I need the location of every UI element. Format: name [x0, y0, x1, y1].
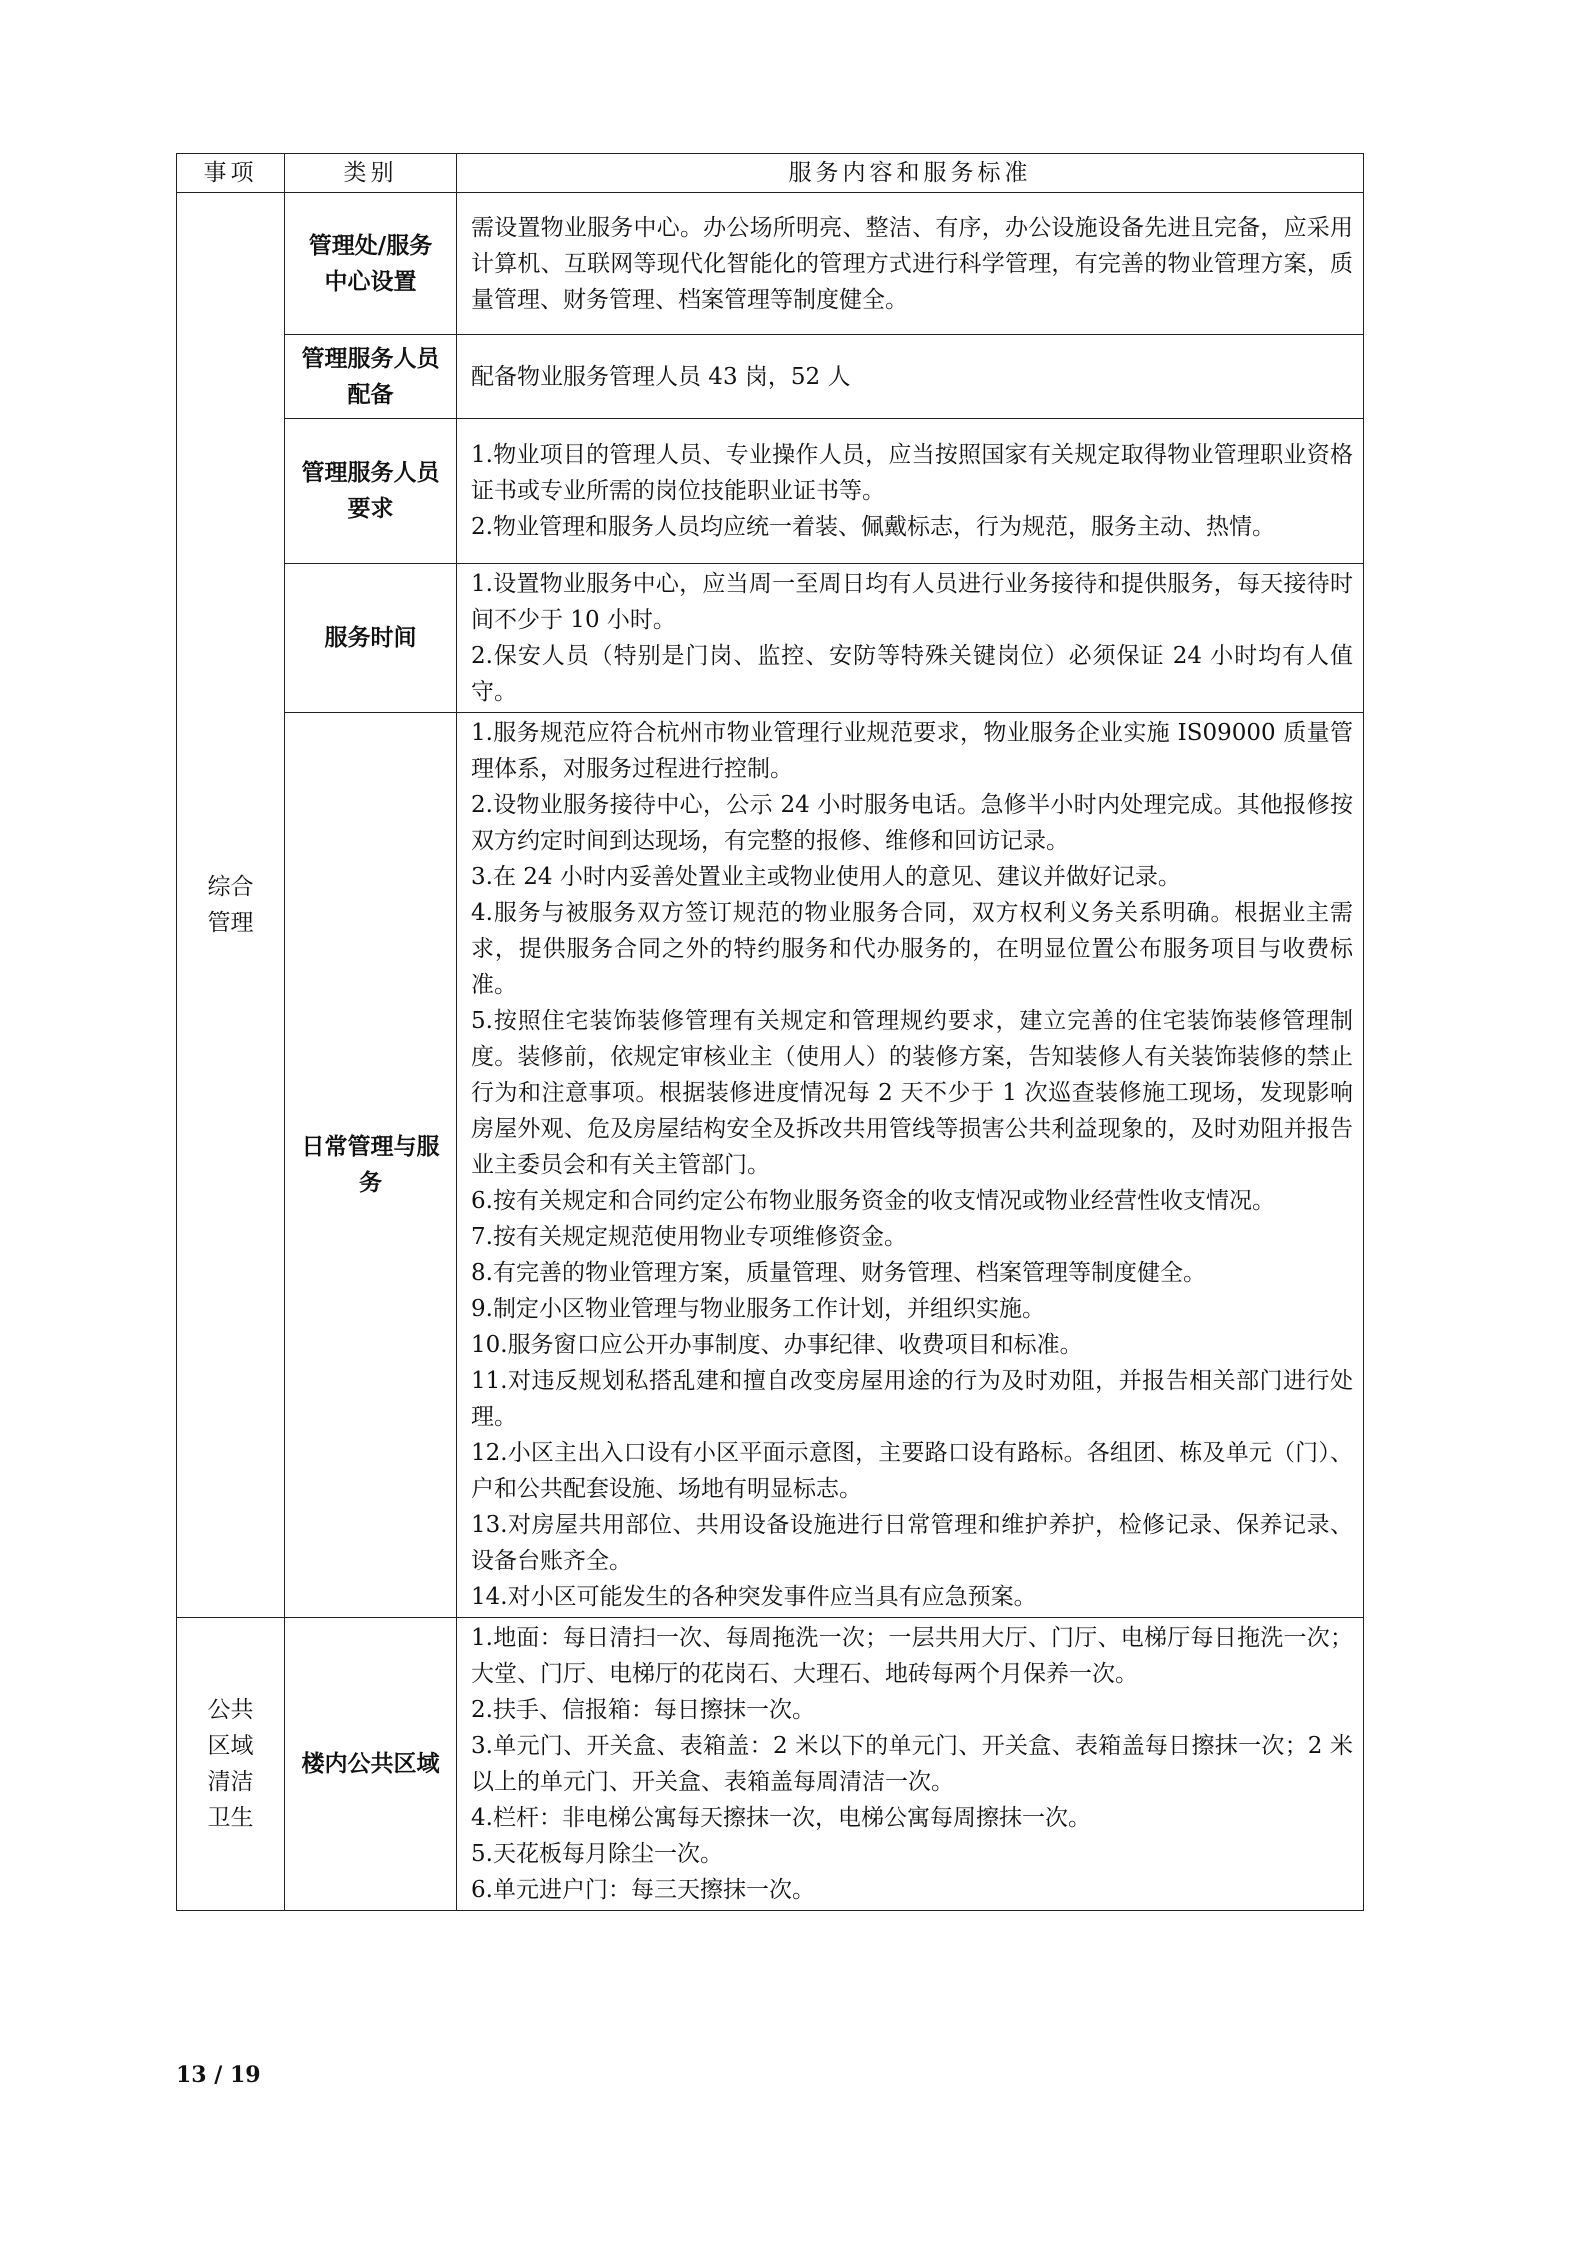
category-cell: 管理服务人员要求 [285, 419, 457, 564]
content-line: 13.对房屋共用部位、共用设备设施进行日常管理和维护养护，检修记录、保养记录、设备台账齐全。 [471, 1512, 1353, 1574]
content-line: 4.服务与被服务双方签订规范的物业服务合同，双方权利义务关系明确。根据业主需求，提供服务合同之外的特约服务和代办服务的，在明显位置公布服务项目与收费标准。 [471, 900, 1353, 998]
table-row [177, 335, 1364, 419]
category-cell: 管理处/服务中心设置 [285, 193, 457, 335]
content-line: 14.对小区可能发生的各种突发事件应当具有应急预案。 [471, 1584, 1037, 1610]
content-line: 12.小区主出入口设有小区平面示意图，主要路口设有路标。各组团、栋及单元（门）、户和公共配套设施、场地有明显标志。 [471, 1440, 1353, 1502]
content-line: 5.天花板每月除尘一次。 [471, 1841, 723, 1867]
table-row [177, 713, 1364, 1618]
content-line: 1.设置物业服务中心，应当周一至周日均有人员进行业务接待和提供服务，每天接待时间不少于 10 小时。 [471, 571, 1353, 633]
category-cell: 楼内公共区域 [285, 1618, 457, 1911]
content-cell [457, 193, 1364, 335]
content-line: 7.按有关规定规范使用物业专项维修资金。 [471, 1224, 907, 1250]
item-cell-public-cleaning: 公共区域清洁卫生 [177, 1618, 285, 1911]
content-line: 1.地面：每日清扫一次、每周拖洗一次；一层共用大厅、门厅、电梯厅每日拖洗一次；大堂、门厅、电梯厅的花岗石、大理石、地砖每两个月保养一次。 [471, 1625, 1353, 1687]
content-line: 配备物业服务管理人员 43 岗，52 人 [471, 363, 851, 390]
content-line: 2.扶手、信报箱：每日擦抹一次。 [471, 1697, 815, 1723]
table-row [177, 419, 1364, 564]
content-cell [457, 419, 1364, 564]
header-content: 服务内容和服务标准 [457, 154, 1364, 193]
content-line: 2.保安人员（特别是门岗、监控、安防等特殊关键岗位）必须保证 24 小时均有人值守。 [471, 643, 1353, 705]
content-line: 11.对违反规划私搭乱建和擅自改变房屋用途的行为及时劝阻，并报告相关部门进行处理。 [471, 1368, 1353, 1430]
content-line: 6.按有关规定和合同约定公布物业服务资金的收支情况或物业经营性收支情况。 [471, 1188, 1275, 1214]
page-number: 13 / 19 [176, 2062, 261, 2088]
content-line: 5.按照住宅装饰装修管理有关规定和管理规约要求，建立完善的住宅装饰装修管理制度。装修前，依规定审核业主（使用人）的装修方案，告知装修人有关装饰装修的禁止行为和注意事项。根据装修进度情况每 2 天不少于 1 次巡查装修施工现场，发现影响房屋外观、危及房屋结构安全及拆改共用管线等损害公共利益现象的，及时劝阻并报告业主委员会和有关主管部门。 [471, 1008, 1353, 1178]
content-line: 需设置物业服务中心。办公场所明亮、整洁、有序，办公设施设备先进且完备，应采用计算机、互联网等现代化智能化的管理方式进行科学管理，有完善的物业管理方案，质量管理、财务管理、档案管理等制度健全。 [471, 214, 1353, 313]
category-cell: 管理服务人员配备 [285, 335, 457, 419]
content-cell [457, 713, 1364, 1618]
content-cell [457, 564, 1364, 713]
category-cell: 日常管理与服务 [285, 713, 457, 1618]
content-line: 6.单元进户门：每三天擦抹一次。 [471, 1877, 815, 1903]
content-cell [457, 1618, 1364, 1911]
table-row [177, 564, 1364, 713]
header-category: 类别 [285, 154, 457, 193]
content-line: 2.设物业服务接待中心，公示 24 小时服务电话。急修半小时内处理完成。其他报修按双方约定时间到达现场，有完整的报修、维修和回访记录。 [471, 792, 1353, 854]
category-cell: 服务时间 [285, 564, 457, 713]
table-row [177, 193, 1364, 335]
content-line: 10.服务窗口应公开办事制度、办事纪律、收费项目和标准。 [471, 1332, 1083, 1358]
content-line: 4.栏杆：非电梯公寓每天擦抹一次，电梯公寓每周擦抹一次。 [471, 1805, 1091, 1831]
content-line: 3.单元门、开关盒、表箱盖：2 米以下的单元门、开关盒、表箱盖每日擦抹一次；2 米以上的单元门、开关盒、表箱盖每周清洁一次。 [471, 1733, 1353, 1795]
content-line: 8.有完善的物业管理方案，质量管理、财务管理、档案管理等制度健全。 [471, 1260, 1206, 1286]
content-line: 1.服务规范应符合杭州市物业管理行业规范要求，物业服务企业实施 IS09000 质量管理体系，对服务过程进行控制。 [471, 720, 1353, 782]
table-row [177, 1618, 1364, 1911]
table-header-row [177, 154, 1364, 193]
content-line: 1.物业项目的管理人员、专业操作人员，应当按照国家有关规定取得物业管理职业资格证书或专业所需的岗位技能职业证书等。 [471, 442, 1353, 504]
item-cell-general-management: 综合管理 [177, 193, 285, 1618]
content-line: 3.在 24 小时内妥善处置业主或物业使用人的意见、建议并做好记录。 [471, 864, 1181, 890]
content-line: 2.物业管理和服务人员均应统一着装、佩戴标志，行为规范，服务主动、热情。 [471, 514, 1275, 540]
header-item: 事项 [177, 154, 285, 193]
content-line: 9.制定小区物业管理与物业服务工作计划，并组织实施。 [471, 1296, 1045, 1322]
content-cell [457, 335, 1364, 419]
service-standard-table [176, 153, 1364, 1911]
